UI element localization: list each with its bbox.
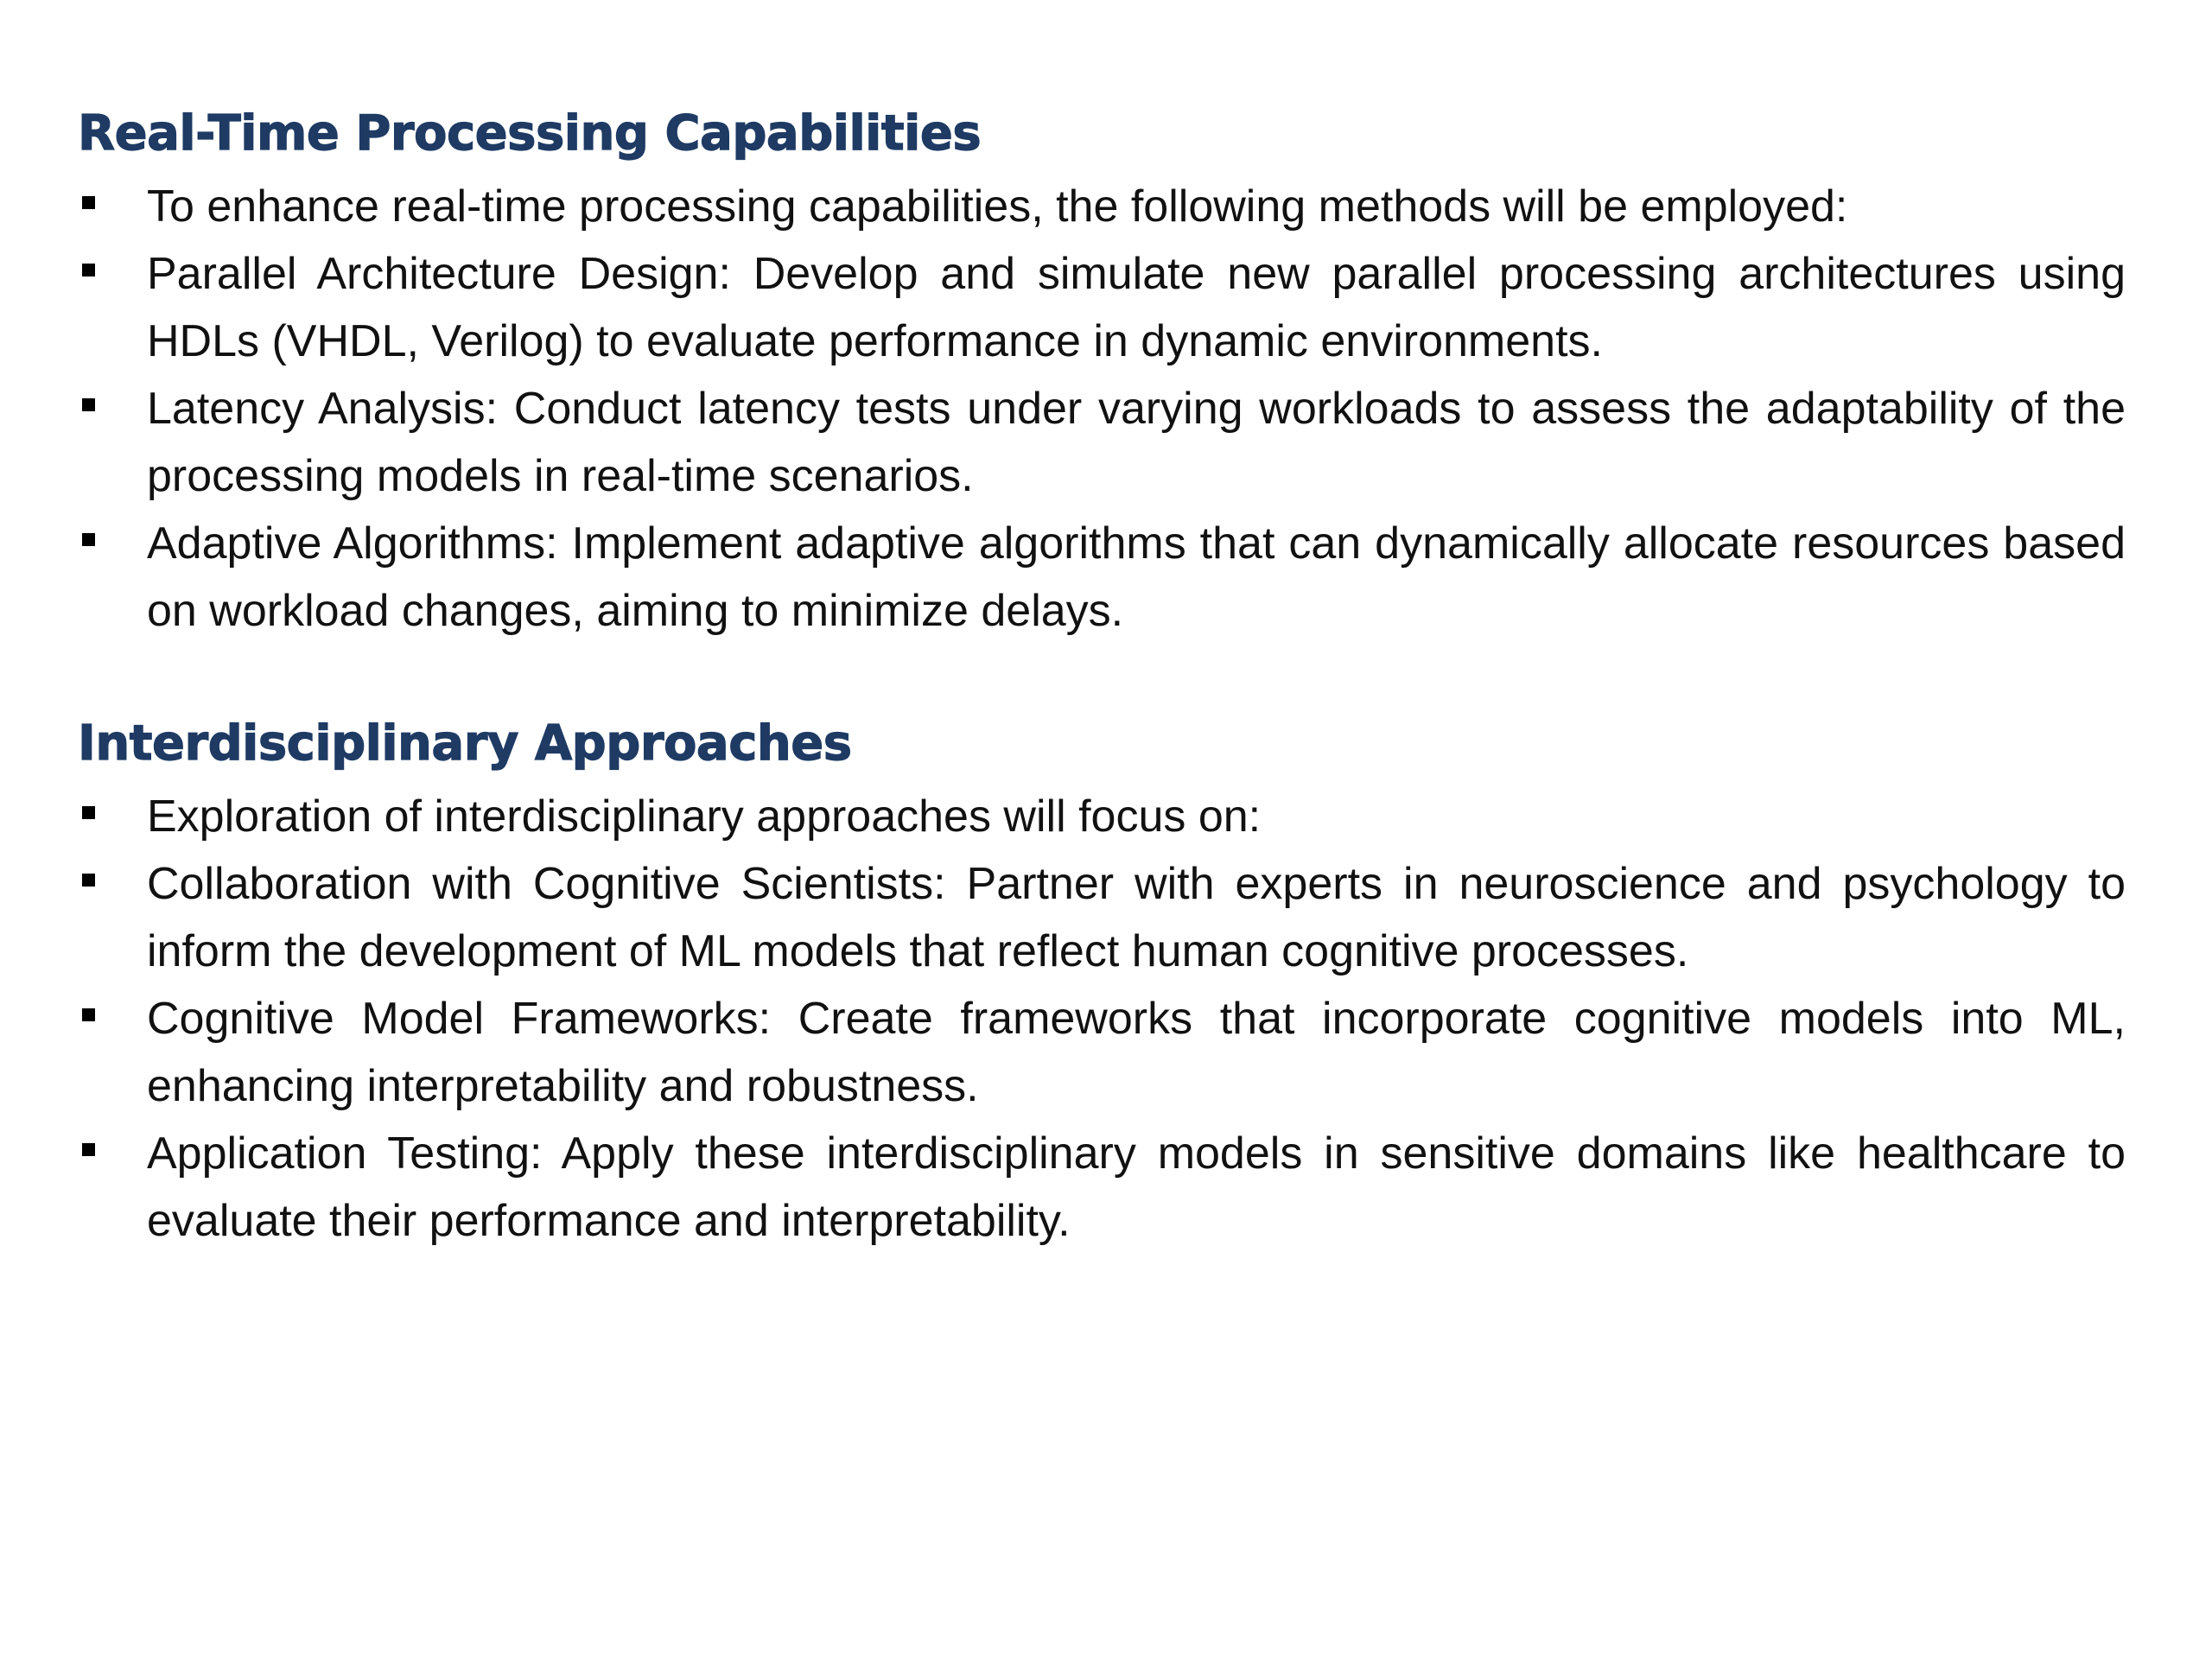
square-bullet-icon bbox=[82, 806, 95, 819]
list-item bbox=[78, 173, 2126, 240]
section-interdisciplinary-approaches bbox=[78, 705, 2126, 1255]
square-bullet-icon bbox=[82, 1143, 95, 1156]
list-item bbox=[78, 375, 2126, 510]
section-title: Interdisciplinary Approaches bbox=[78, 715, 852, 772]
list-item-text: Latency Analysis: Conduct latency tests under varying workloads to assess the adaptability of the processing models in real-time scenarios. bbox=[147, 384, 2126, 501]
list-item-text: Cognitive Model Frameworks: Create frameworks that incorporate cognitive models into ML, enhancing interpretability and robustness. bbox=[147, 994, 2126, 1111]
bullet-list bbox=[78, 783, 2126, 1255]
list-item bbox=[78, 1120, 2126, 1255]
section-real-time-processing bbox=[78, 95, 2126, 645]
list-item-text: Collaboration with Cognitive Scientists: Partner with experts in neuroscience and psychology to inform the development of ML models that reflect human cognitive processes. bbox=[147, 859, 2126, 976]
square-bullet-icon bbox=[82, 398, 95, 411]
list-item bbox=[78, 783, 2126, 850]
square-bullet-icon bbox=[82, 533, 95, 546]
square-bullet-icon bbox=[82, 264, 95, 276]
square-bullet-icon bbox=[82, 874, 95, 887]
list-item bbox=[78, 510, 2126, 645]
document-page bbox=[78, 95, 2126, 1255]
list-item-text: Exploration of interdisciplinary approaches will focus on: bbox=[147, 791, 1262, 842]
list-item-text: Application Testing: Apply these interdisciplinary models in sensitive domains like healthcare to evaluate their performance and interpretability. bbox=[147, 1128, 2126, 1246]
list-item bbox=[78, 850, 2126, 985]
list-item-text: To enhance real-time processing capabilities, the following methods will be employed: bbox=[147, 181, 1848, 232]
square-bullet-icon bbox=[82, 1008, 95, 1021]
section-title: Real-Time Processing Capabilities bbox=[78, 105, 982, 162]
bullet-list bbox=[78, 173, 2126, 645]
list-item-text: Parallel Architecture Design: Develop and simulate new parallel processing architectures using HDLs (VHDL, Verilog) to evaluate performance in dynamic environments. bbox=[147, 249, 2126, 366]
list-item bbox=[78, 985, 2126, 1120]
square-bullet-icon bbox=[82, 196, 95, 209]
list-item-text: Adaptive Algorithms: Implement adaptive algorithms that can dynamically allocate resources based on workload changes, aiming to minimize delays. bbox=[147, 518, 2126, 636]
list-item bbox=[78, 240, 2126, 375]
